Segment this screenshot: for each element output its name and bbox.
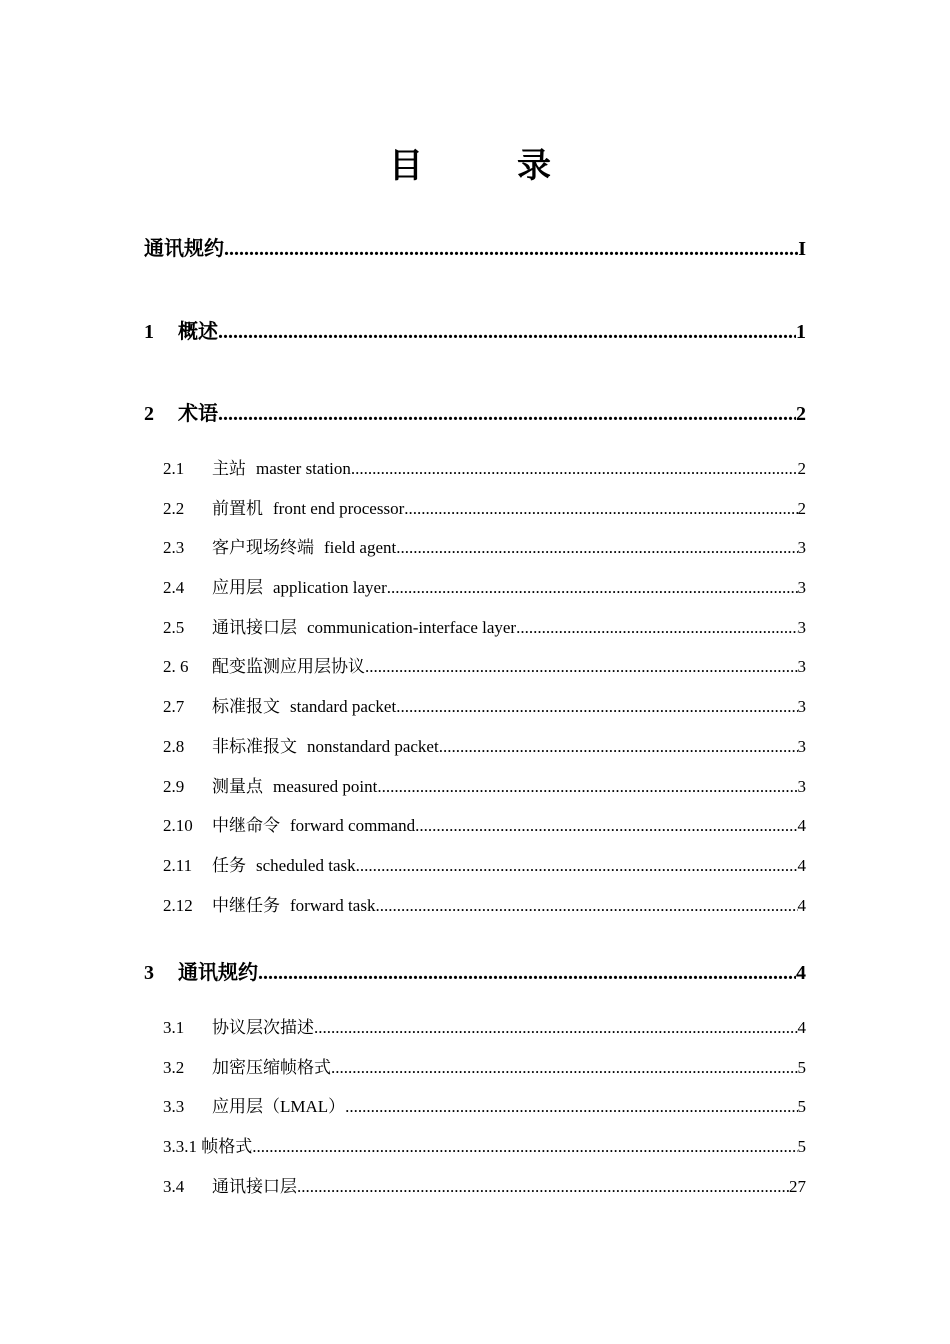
toc-page-number: 4	[796, 962, 806, 984]
toc-entry-en: forward command	[290, 816, 416, 835]
toc-entry-2-2[interactable]	[163, 496, 806, 522]
toc-page-number: 2	[797, 499, 806, 518]
toc-entry-text: 加密压缩帧格式	[212, 1058, 331, 1077]
toc-leader-dots	[516, 615, 797, 641]
toc-entry-2-11[interactable]	[163, 853, 806, 879]
toc-entry-number: 2.7	[163, 697, 185, 716]
toc-page-number: 4	[797, 896, 806, 915]
toc-leader-dots	[396, 694, 797, 720]
toc-leader-dots	[252, 1134, 797, 1160]
toc-leader-dots	[297, 1174, 789, 1200]
toc-leader-dots	[345, 1094, 797, 1120]
toc-entry-protocol-root[interactable]	[144, 234, 806, 264]
toc-entry-zh: 应用层	[212, 578, 263, 597]
toc-leader-dots	[218, 399, 796, 429]
toc-entry-en: standard packet	[290, 697, 397, 716]
toc-entry-2-3[interactable]	[163, 535, 806, 561]
toc-entry-text	[212, 774, 377, 800]
toc-leader-dots	[415, 813, 797, 839]
toc-page-number: 3	[797, 538, 806, 557]
toc-leader-dots	[439, 734, 798, 760]
toc-entry-text	[212, 853, 356, 879]
toc-entry-text	[212, 893, 375, 919]
toc-page-number: 5	[797, 1137, 806, 1156]
toc-entry-3-1[interactable]	[163, 1015, 806, 1041]
toc-page-number: 3	[797, 618, 806, 637]
toc-entry-text	[212, 615, 516, 641]
toc-entry-en: application layer	[273, 578, 387, 597]
toc-page-number: 4	[797, 1018, 806, 1037]
toc-page-number: 27	[789, 1177, 806, 1196]
toc-entry-text	[212, 575, 387, 601]
toc-entry-zh: 客户现场终端	[212, 538, 314, 557]
toc-entry-zh: 中继任务	[212, 896, 280, 915]
toc-entry-number: 2.3	[163, 538, 185, 557]
toc-leader-dots	[356, 853, 798, 879]
toc-entry-en: measured point	[273, 777, 378, 796]
toc-entry-number: 2.9	[163, 777, 185, 796]
toc-entry-text: 配变监测应用层协议	[212, 657, 365, 676]
toc-entry-number: 3.1	[163, 1018, 185, 1037]
toc-entry-2-7[interactable]	[163, 694, 806, 720]
toc-entry-3[interactable]	[144, 958, 806, 988]
toc-entry-number: 3.4	[163, 1177, 185, 1196]
toc-leader-dots	[314, 1015, 798, 1041]
toc-entry-2-5[interactable]	[163, 615, 806, 641]
toc-page-number: 3	[797, 578, 806, 597]
toc-page-number: 2	[797, 459, 806, 478]
toc-entry-zh: 中继命令	[212, 816, 280, 835]
toc-page-number: 5	[797, 1097, 806, 1116]
toc-page-number: 3	[797, 777, 806, 796]
toc-entry-2[interactable]	[144, 399, 806, 429]
toc-title: 目 录	[389, 146, 581, 186]
toc-entry-number: 2.1	[163, 459, 185, 478]
toc-entry-number: 2.11	[163, 856, 193, 875]
toc-entry-zh: 标准报文	[212, 697, 280, 716]
toc-entry-zh: 通讯接口层	[212, 618, 297, 637]
toc-entry-en: field agent	[324, 538, 397, 557]
toc-entry-text	[212, 813, 415, 839]
toc-entry-1[interactable]	[144, 317, 806, 347]
toc-page-number: 3	[797, 657, 806, 676]
toc-entry-number: 2.2	[163, 499, 185, 518]
toc-page-number: I	[798, 238, 806, 260]
toc-page-number: 2	[796, 403, 806, 425]
toc-entry-en: nonstandard packet	[307, 737, 439, 756]
toc-entry-text	[212, 535, 396, 561]
toc-entry-number: 2.5	[163, 618, 185, 637]
toc-entry-2-9[interactable]	[163, 774, 806, 800]
toc-page-number: 3	[797, 737, 806, 756]
toc-leader-dots	[331, 1055, 798, 1081]
toc-leader-dots	[396, 535, 797, 561]
toc-entry-2-6[interactable]	[163, 654, 806, 680]
toc-entry-en: master station	[256, 459, 351, 478]
toc-entry-en: front end processor	[273, 499, 405, 518]
toc-entry-number: 3.2	[163, 1058, 185, 1077]
toc-entry-text: 协议层次描述	[212, 1018, 314, 1037]
toc-page-number: 4	[797, 856, 806, 875]
toc-entry-number: 2.4	[163, 578, 185, 597]
toc-leader-dots	[365, 654, 798, 680]
toc-entry-number: 2. 6	[163, 657, 189, 676]
toc-entry-2-12[interactable]	[163, 893, 806, 919]
toc-entry-number: 2.12	[163, 896, 193, 915]
toc-entry-text	[212, 694, 396, 720]
toc-entry-number: 2.8	[163, 737, 185, 756]
toc-entry-text: 通讯规约	[178, 962, 258, 984]
toc-leader-dots	[404, 496, 797, 522]
toc-leader-dots	[375, 893, 797, 919]
toc-entry-2-4[interactable]	[163, 575, 806, 601]
toc-entry-2-1[interactable]	[163, 456, 806, 482]
toc-entry-2-10[interactable]	[163, 813, 806, 839]
toc-entry-zh: 任务	[212, 856, 246, 875]
toc-entry-en: communication-interface layer	[307, 618, 517, 637]
toc-entry-number: 2.10	[163, 816, 193, 835]
toc-entry-number: 1	[144, 321, 154, 343]
toc-leader-dots	[218, 317, 796, 347]
toc-entry-text: 概述	[178, 321, 218, 343]
toc-entry-text: 通讯规约	[144, 238, 224, 260]
toc-entry-3-4[interactable]	[163, 1174, 806, 1200]
toc-entry-text	[212, 456, 351, 482]
toc-leader-dots	[377, 774, 797, 800]
toc-entry-number: 3	[144, 962, 154, 984]
toc-entry-en: forward task	[290, 896, 376, 915]
toc-entry-text	[212, 496, 404, 522]
toc-entry-text: 通讯接口层	[212, 1177, 297, 1196]
toc-entry-text: 应用层（LMAL）	[212, 1097, 346, 1116]
toc-page-number: 3	[797, 697, 806, 716]
toc-page-number: 5	[797, 1058, 806, 1077]
toc-entry-zh: 前置机	[212, 499, 263, 518]
toc-leader-dots	[351, 456, 798, 482]
toc-entry-2-8[interactable]	[163, 734, 806, 760]
toc-entry-zh: 测量点	[212, 777, 263, 796]
toc-entry-zh: 非标准报文	[212, 737, 297, 756]
toc-entry-number: 2	[144, 403, 154, 425]
toc-page-number: 4	[797, 816, 806, 835]
toc-entry-text	[212, 734, 439, 760]
toc-entry-en: scheduled task	[256, 856, 356, 875]
toc-entry-3-2[interactable]	[163, 1055, 806, 1081]
toc-entry-text: 3.3.1 帧格式	[163, 1137, 253, 1156]
toc-entry-text: 术语	[178, 403, 218, 425]
toc-entry-3-3-1[interactable]	[163, 1134, 806, 1160]
toc-leader-dots	[224, 234, 798, 264]
toc-page-number: 1	[796, 321, 806, 343]
toc-entry-3-3[interactable]	[163, 1094, 806, 1120]
toc-leader-dots	[258, 958, 796, 988]
toc-leader-dots	[387, 575, 798, 601]
toc-entry-number: 3.3	[163, 1097, 185, 1116]
toc-entry-zh: 主站	[212, 459, 246, 478]
